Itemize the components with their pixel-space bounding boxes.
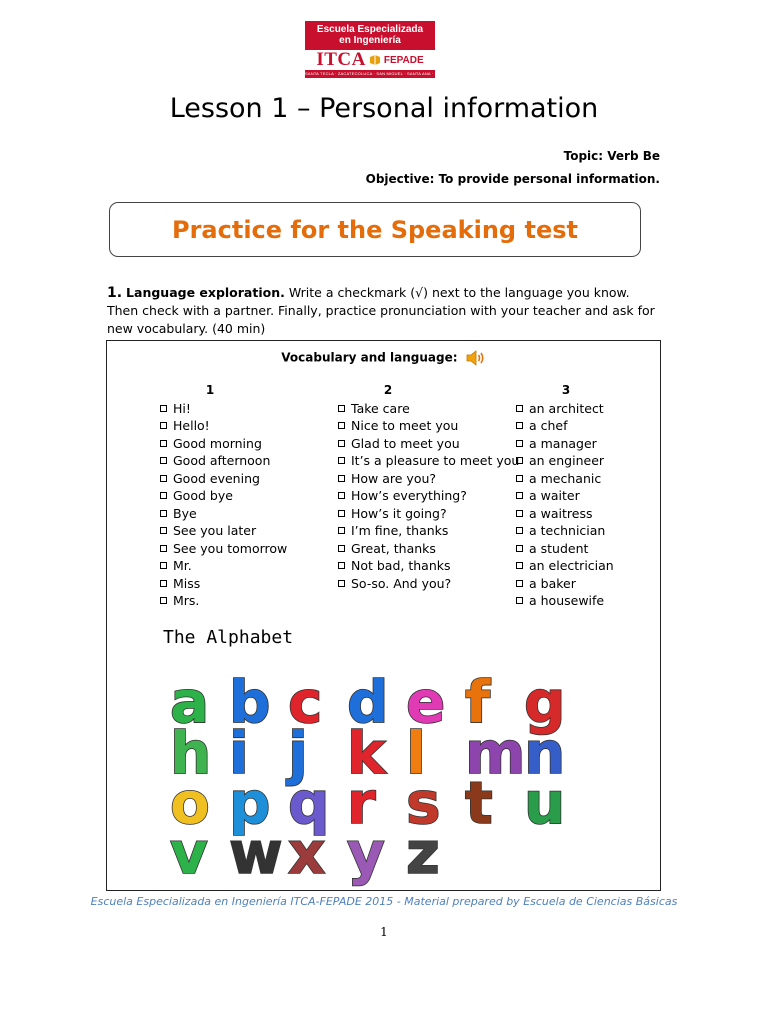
vocab-column-2 <box>338 382 520 592</box>
lesson-title: Lesson 1 – Personal information <box>169 93 599 124</box>
checkbox-icon[interactable] <box>160 405 167 412</box>
alphabet-letter: j <box>288 719 308 787</box>
checkbox-icon[interactable] <box>516 457 523 464</box>
vocab-item-label: See you later <box>173 523 257 538</box>
vocab-item-label: Good morning <box>173 435 262 451</box>
alphabet-letter: g <box>524 668 566 736</box>
column-number: 1 <box>205 383 215 397</box>
checkbox-icon[interactable] <box>160 440 167 447</box>
vocab-list-item <box>160 400 300 418</box>
logo-emblem-icon <box>370 55 380 65</box>
vocab-list-item <box>338 505 503 523</box>
checkbox-icon[interactable] <box>516 562 523 569</box>
vocab-item-label: a housewife <box>529 593 605 608</box>
checkbox-icon[interactable] <box>338 527 345 534</box>
exercise-lead: Language exploration. <box>126 285 285 300</box>
alphabet-letter: w <box>229 819 283 887</box>
vocab-column-1 <box>160 382 300 610</box>
vocab-item-label: a chef <box>529 418 568 433</box>
checkbox-icon[interactable] <box>338 510 345 517</box>
logo-line-1: Escuela Especializada <box>316 24 424 35</box>
checkbox-icon[interactable] <box>338 422 345 429</box>
alphabet-letter: v <box>170 819 208 887</box>
checkbox-icon[interactable] <box>516 510 523 517</box>
checkbox-icon[interactable] <box>516 475 523 482</box>
vocab-list-item <box>338 435 503 453</box>
vocab-item-label: Hi! <box>173 400 191 416</box>
vocab-list-item <box>338 575 503 593</box>
vocab-list-item <box>160 452 300 470</box>
vocab-item-label: a student <box>529 540 589 556</box>
alphabet-letter: a <box>170 668 210 736</box>
vocab-list-item <box>516 592 636 610</box>
vocab-item-label: Good afternoon <box>173 453 271 468</box>
checkbox-icon[interactable] <box>160 597 167 604</box>
checkbox-icon[interactable] <box>160 457 167 464</box>
vocab-list-item <box>516 470 636 488</box>
vocab-item-label: a mechanic <box>529 470 602 486</box>
vocab-list-item <box>160 417 300 435</box>
checkbox-icon[interactable] <box>160 562 167 569</box>
institution-logo <box>305 21 455 78</box>
vocab-list-item <box>516 540 636 558</box>
vocab-item-label: Hello! <box>173 418 210 433</box>
checkbox-icon[interactable] <box>516 440 523 447</box>
vocab-item-label: Take care <box>351 400 410 416</box>
checkbox-icon[interactable] <box>160 580 167 587</box>
alphabet-letter: f <box>465 668 491 736</box>
practice-banner <box>109 202 641 257</box>
checkbox-icon[interactable] <box>516 597 523 604</box>
vocab-list-item <box>160 470 300 488</box>
vocab-list-item <box>160 505 300 523</box>
alphabet-letter: i <box>229 719 249 787</box>
vocab-list-item <box>338 452 520 470</box>
vocab-item-label: Great, thanks <box>351 540 436 556</box>
checkbox-icon[interactable] <box>160 545 167 552</box>
vocab-list-item <box>160 540 300 558</box>
alphabet-letter: x <box>288 819 326 887</box>
checkbox-icon[interactable] <box>338 440 345 447</box>
vocab-list-item <box>516 505 636 523</box>
vocab-list-item <box>338 417 503 435</box>
alphabet-letter: o <box>170 769 210 837</box>
checkbox-icon[interactable] <box>338 457 345 464</box>
alphabet-letter: b <box>229 668 271 736</box>
vocab-item-label: Nice to meet you <box>351 418 459 433</box>
speaker-icon[interactable] <box>466 350 486 366</box>
alphabet-letter: z <box>406 819 440 887</box>
page-number: 1 <box>380 925 388 939</box>
vocabulary-heading <box>106 350 661 366</box>
vocab-item-label: an engineer <box>529 453 605 468</box>
vocab-item-label: Mr. <box>173 558 192 573</box>
checkbox-icon[interactable] <box>160 492 167 499</box>
checkbox-icon[interactable] <box>160 422 167 429</box>
vocab-list-item <box>516 487 636 505</box>
vocab-list-item <box>160 557 300 575</box>
vocab-column-3 <box>516 382 636 610</box>
alphabet-letter: s <box>406 769 441 837</box>
vocab-list-item <box>160 575 300 593</box>
vocab-item-label: So-so. And you? <box>351 575 452 591</box>
alphabet-letter: m <box>465 719 526 787</box>
checkbox-icon[interactable] <box>516 422 523 429</box>
objective-label: Objective: To provide personal information. <box>365 172 660 186</box>
alphabet-letter: r <box>347 769 376 837</box>
vocab-item-label: a manager <box>529 435 597 451</box>
vocab-list-item <box>160 435 300 453</box>
vocab-list-item <box>516 435 636 453</box>
vocab-item-label: Good bye <box>173 488 233 503</box>
vocab-item-label: Not bad, thanks <box>351 558 451 573</box>
vocab-item-label: an architect <box>529 400 604 416</box>
vocab-item-label: Bye <box>173 505 197 521</box>
vocab-item-label: an electrician <box>529 558 614 573</box>
vocab-item-label: How’s it going? <box>351 505 447 521</box>
alphabet-letter: d <box>347 668 389 736</box>
logo-itca: ITCA <box>316 49 366 70</box>
vocab-list-item <box>160 487 300 505</box>
vocab-item-label: a baker <box>529 575 576 591</box>
page-footer: Escuela Especializada en Ingeniería ITCA-FEPADE 2015 - Material prepared by Escuela de Ciencias Básicas <box>90 895 678 908</box>
alphabet-letter: y <box>347 819 385 887</box>
checkbox-icon[interactable] <box>516 545 523 552</box>
vocab-item-label: Mrs. <box>173 593 200 608</box>
vocab-item-label: Miss <box>173 575 201 591</box>
logo-line-2: en Ingeniería <box>339 35 401 46</box>
checkbox-icon[interactable] <box>516 405 523 412</box>
exercise-number: 1. <box>107 285 123 301</box>
checkbox-icon[interactable] <box>160 510 167 517</box>
vocab-item-label: See you tomorrow <box>173 540 288 556</box>
checkbox-icon[interactable] <box>160 475 167 482</box>
vocab-item-label: How’s everything? <box>351 488 467 503</box>
alphabet-title: The Alphabet <box>163 627 294 648</box>
vocab-item-label: Good evening <box>173 470 260 486</box>
checkbox-icon[interactable] <box>338 562 345 569</box>
column-number: 3 <box>561 383 571 397</box>
alphabet-letter: e <box>406 668 446 736</box>
checkbox-icon[interactable] <box>516 580 523 587</box>
checkbox-icon[interactable] <box>338 405 345 412</box>
alphabet-letter: n <box>524 719 566 787</box>
logo-fepade: FEPADE <box>383 54 424 66</box>
vocab-list-item <box>516 417 636 435</box>
vocab-item-label: a waiter <box>529 488 580 503</box>
alphabet-letter: h <box>170 719 212 787</box>
exercise-body: Write a checkmark (√) next to the language you know. Then check with a partner. Finally, practice pronunciation with your teacher and ask for new vocabulary. (40 min) <box>107 285 655 336</box>
vocab-list-item <box>338 540 503 558</box>
alphabet-image <box>160 668 590 887</box>
vocab-item-label: a waitress <box>529 505 593 521</box>
vocab-list-item <box>516 522 636 540</box>
vocab-list-item <box>516 557 636 575</box>
alphabet-letter: u <box>524 769 566 837</box>
logo-school-name <box>305 21 435 50</box>
checkbox-icon[interactable] <box>160 527 167 534</box>
checkbox-icon[interactable] <box>338 580 345 587</box>
checkbox-icon[interactable] <box>338 475 345 482</box>
vocab-list-item <box>338 400 503 418</box>
vocab-list-item <box>516 452 636 470</box>
vocabulary-heading-text: Vocabulary and language: <box>281 350 458 365</box>
vocab-list-item <box>338 470 503 488</box>
vocab-list-item <box>516 575 636 593</box>
instructions <box>107 284 663 338</box>
alphabet-letter: c <box>288 668 323 736</box>
vocab-list-item <box>338 557 503 575</box>
topic-label: Topic: Verb Be <box>563 149 660 163</box>
checkbox-icon[interactable] <box>338 545 345 552</box>
vocab-item-label: I’m fine, thanks <box>351 523 449 538</box>
vocab-list-item <box>160 522 300 540</box>
vocab-list-item <box>160 592 300 610</box>
alphabet-letter: k <box>347 719 386 787</box>
alphabet-letter: q <box>288 769 330 837</box>
vocab-item-label: Glad to meet you <box>351 435 460 451</box>
checkbox-icon[interactable] <box>516 527 523 534</box>
logo-brand <box>305 50 435 70</box>
checkbox-icon[interactable] <box>338 492 345 499</box>
alphabet-letter: p <box>229 769 271 837</box>
checkbox-icon[interactable] <box>516 492 523 499</box>
logo-campuses: SANTA TECLA · ZACATECOLUCA · SAN MIGUEL · SANTA ANA · LA UNIÓN <box>305 71 455 76</box>
alphabet-letter: l <box>406 719 426 787</box>
alphabet-letter: t <box>465 769 493 837</box>
vocab-list-item <box>516 400 636 418</box>
vocab-list-item <box>338 522 503 540</box>
column-number: 2 <box>383 383 393 397</box>
practice-title: Practice for the Speaking test <box>172 215 578 244</box>
vocab-item-label: a technician <box>529 523 606 538</box>
vocab-item-label: How are you? <box>351 470 437 486</box>
vocab-item-label: It’s a pleasure to meet you <box>351 453 520 468</box>
vocab-list-item <box>338 487 503 505</box>
